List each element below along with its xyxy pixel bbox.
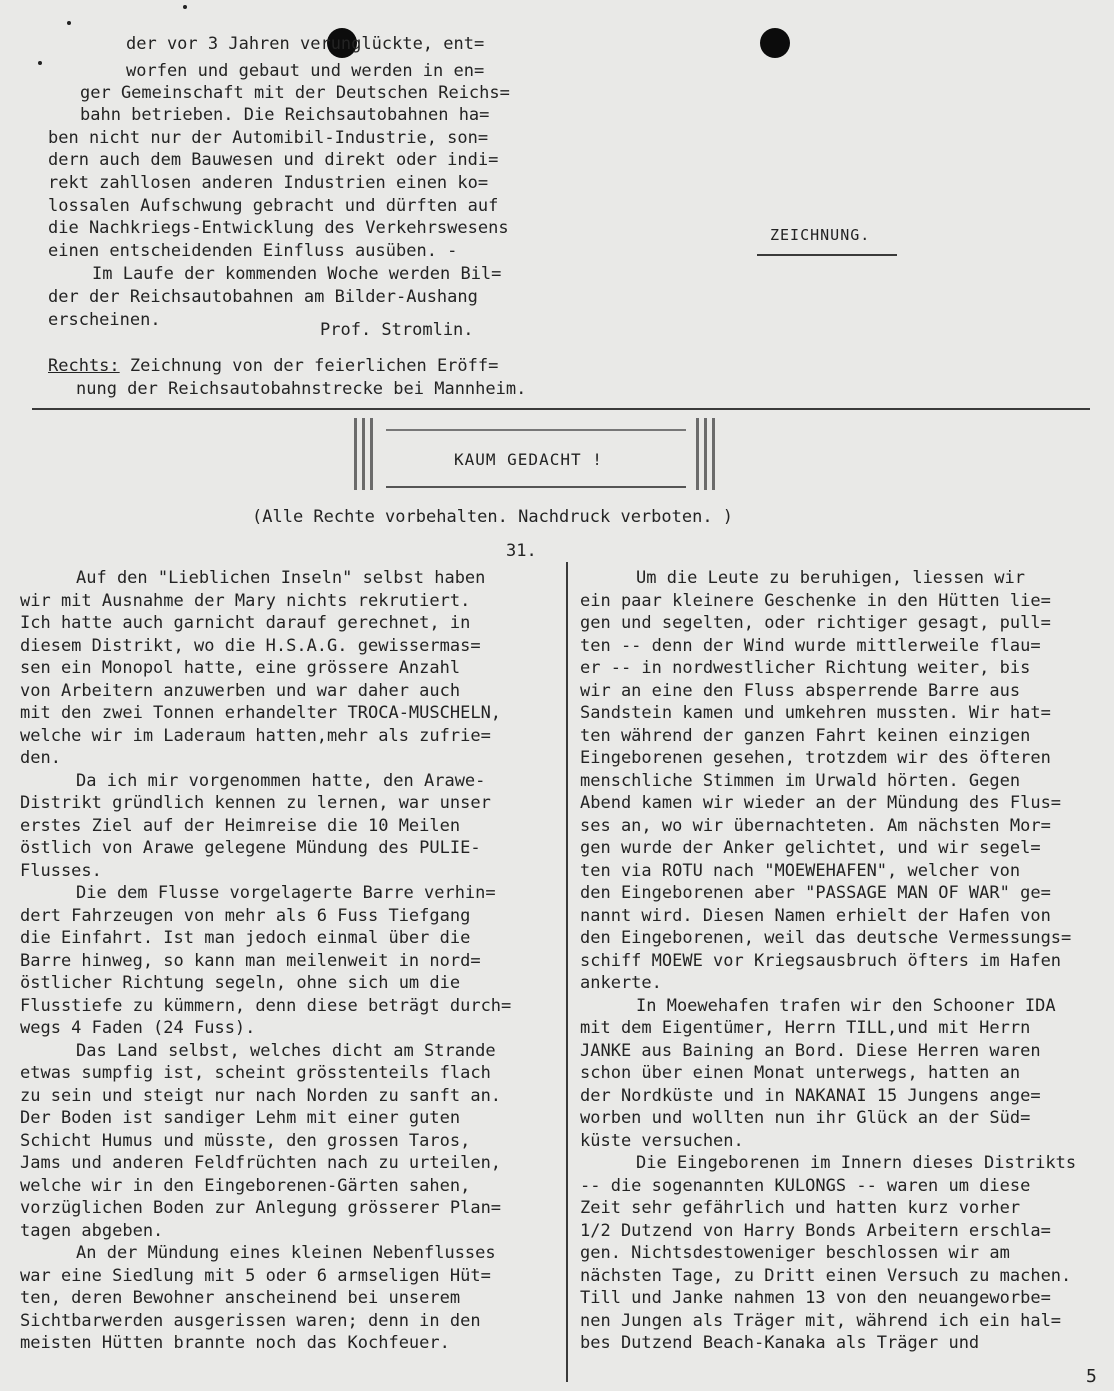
banner-right-bar <box>696 418 699 490</box>
article-line: die Nachkriegs-Entwicklung des Verkehrswesens <box>48 218 509 238</box>
body-line: nächsten Tage, zu Dritt einen Versuch zu machen. <box>580 1265 1072 1286</box>
body-line: Abend kamen wir wieder an der Mündung des Flus= <box>580 793 1062 813</box>
body-line: meisten Hütten brannte noch das Kochfeuer. <box>20 1333 450 1353</box>
body-line: östlicher Richtung segeln, ohne sich um die <box>20 973 461 993</box>
body-line: menschliche Stimmen im Urwald hörten. Gegen <box>580 770 1021 791</box>
body-line: vorzüglichen Boden zur Anlegung grösserer Plan= <box>20 1198 502 1218</box>
body-line: gen und segelten, oder richtiger gesagt, pull= <box>580 613 1051 633</box>
left-column <box>20 567 560 1355</box>
banner-top-rule <box>386 429 686 431</box>
caption-line: nung der Reichsautobahnstrecke bei Mannheim. <box>76 379 527 399</box>
body-line: wegs 4 Faden (24 Fuss). <box>20 1018 256 1038</box>
caption-line <box>48 355 498 378</box>
body-line: erstes Ziel auf der Heimreise die 10 Meilen <box>20 815 461 836</box>
body-line: dert Fahrzeugen von mehr als 6 Fuss Tiefgang <box>20 905 471 926</box>
banner-left-bar <box>370 418 373 490</box>
body-line: nannt wird. Diesen Namen erhielt der Hafen von <box>580 905 1051 926</box>
body-line: Da ich mir vorgenommen hatte, den Arawe- <box>76 770 486 791</box>
article-line: rekt zahllosen anderen Industrien einen ko= <box>48 173 489 193</box>
body-line: nen Jungen als Träger mit, während ich ein hal= <box>580 1310 1062 1331</box>
body-line: ten -- denn der Wind wurde mittlerweile flau= <box>580 635 1041 656</box>
banner-left-bar <box>354 418 357 490</box>
column-divider <box>566 562 568 1382</box>
body-line: ankerte. <box>580 973 662 993</box>
article-line: bahn betrieben. Die Reichsautobahnen ha= <box>80 105 490 125</box>
body-line: Sandstein kamen und umkehren mussten. Wir hat= <box>580 703 1051 723</box>
body-line: Schicht Humus und müsste, den grossen Taros, <box>20 1130 471 1151</box>
body-line: Die Eingeborenen im Innern dieses Distrikts <box>636 1153 1077 1173</box>
article-line: erscheinen. <box>48 310 161 330</box>
caption-label: Rechts: <box>48 356 120 376</box>
body-line: welche wir in den Eingeborenen-Gärten sahen, <box>20 1175 471 1196</box>
body-line: JANKE aus Baining an Bord. Diese Herren waren <box>580 1040 1041 1061</box>
drawing-placeholder-label: ZEICHNUNG. <box>770 226 871 244</box>
article-line: der vor 3 Jahren verunglückte, ent= <box>126 34 485 54</box>
body-line: An der Mündung eines kleinen Nebenflusses <box>76 1243 496 1263</box>
body-line: Auf den "Lieblichen Inseln" selbst haben <box>76 568 486 588</box>
episode-number: 31. <box>506 541 537 561</box>
body-line: Zeit sehr gefährlich und hatten kurz vorher <box>580 1198 1021 1218</box>
body-line: den Eingeborenen aber "PASSAGE MAN OF WAR" ge= <box>580 883 1051 903</box>
body-line: wir an eine den Fluss absperrende Barre aus <box>580 680 1021 701</box>
article-line: worfen und gebaut und werden in en= <box>126 61 485 81</box>
body-line: war eine Siedlung mit 5 oder 6 armseligen Hüt= <box>20 1265 491 1286</box>
section-divider <box>32 408 1090 410</box>
rights-notice: (Alle Rechte vorbehalten. Nachdruck verboten. ) <box>252 507 734 527</box>
ink-speck <box>67 21 71 25</box>
body-line: -- die sogenannten KULONGS -- waren um diese <box>580 1175 1031 1196</box>
body-line: bes Dutzend Beach-Kanaka als Träger und <box>580 1333 980 1353</box>
body-line: Ich hatte auch garnicht darauf gerechnet, in <box>20 613 471 633</box>
article-line: Im Laufe der kommenden Woche werden Bil= <box>92 264 502 284</box>
banner-title: KAUM GEDACHT ! <box>454 450 603 469</box>
page-number: 5 <box>1086 1366 1097 1387</box>
body-line: Die dem Flusse vorgelagerte Barre verhin= <box>76 883 496 903</box>
body-line: tagen abgeben. <box>20 1220 164 1241</box>
body-line: mit den zwei Tonnen erhandelter TROCA-MUSCHELN, <box>20 703 502 723</box>
article-line: ben nicht nur der Automibil-Industrie, son= <box>48 128 489 148</box>
body-line: den Eingeborenen, weil das deutsche Vermessungs= <box>580 928 1072 948</box>
article-line: dern auch dem Bauwesen und direkt oder indi= <box>48 150 499 170</box>
article-line: der der Reichsautobahnen am Bilder-Aushang <box>48 287 478 307</box>
banner-right-bar <box>704 418 707 490</box>
body-line: ten via ROTU nach "MOEWEHAFEN", welcher von <box>580 860 1021 881</box>
body-line: Das Land selbst, welches dicht am Strande <box>76 1040 496 1061</box>
body-line: die Einfahrt. Ist man jedoch einmal über die <box>20 928 471 948</box>
body-line: 1/2 Dutzend von Harry Bonds Arbeitern erschla= <box>580 1220 1051 1241</box>
drawing-underline <box>757 254 897 256</box>
body-line: welche wir im Laderaum hatten,mehr als zufrie= <box>20 725 491 746</box>
body-line: Flusses. <box>20 860 102 881</box>
body-line: ses an, wo wir übernachteten. Am nächsten Mor= <box>580 815 1051 836</box>
body-line: er -- in nordwestlicher Richtung weiter, bis <box>580 658 1031 678</box>
body-line: mit dem Eigentümer, Herrn TILL,und mit Herrn <box>580 1018 1031 1038</box>
body-line: von Arbeitern anzuwerben und war daher auch <box>20 680 461 701</box>
body-line: zu sein und steigt nur nach Norden zu sanft an. <box>20 1085 502 1106</box>
body-line: sen ein Monopol hatte, eine grössere Anzahl <box>20 658 461 678</box>
body-line: der Nordküste und in NAKANAI 15 Jungens ange= <box>580 1085 1041 1106</box>
banner-right-bar <box>712 418 715 490</box>
article-line: lossalen Aufschwung gebracht und dürften auf <box>48 196 499 216</box>
article-line: ger Gemeinschaft mit der Deutschen Reichs= <box>80 83 510 103</box>
body-line: Distrikt gründlich kennen zu lernen, war unser <box>20 793 491 813</box>
banner-bottom-rule <box>386 486 686 488</box>
caption-text: Zeichnung von der feierlichen Eröff= <box>129 356 499 376</box>
body-line: ein paar kleinere Geschenke in den Hütten lie= <box>580 590 1051 611</box>
punch-hole-right <box>760 28 790 58</box>
ink-speck <box>183 5 187 9</box>
body-line: ten während der ganzen Fahrt keinen einzigen <box>580 725 1031 746</box>
body-line: Um die Leute zu beruhigen, liessen wir <box>636 568 1025 588</box>
body-line: In Moewehafen trafen wir den Schooner IDA <box>636 995 1056 1016</box>
body-line: Sichtbarwerden ausgerissen waren; denn in den <box>20 1310 481 1331</box>
body-line: diesem Distrikt, wo die H.S.A.G. gewissermas= <box>20 635 481 656</box>
right-column <box>580 567 1110 1355</box>
body-line: den. <box>20 748 61 768</box>
ink-speck <box>38 61 42 65</box>
body-line: etwas sumpfig ist, scheint grösstenteils flach <box>20 1063 491 1083</box>
article-author: Prof. Stromlin. <box>320 320 474 340</box>
body-line: ten, deren Bewohner anscheinend bei unserem <box>20 1288 461 1308</box>
body-line: Flusstiefe zu kümmern, denn diese beträgt durch= <box>20 995 512 1016</box>
body-line: Der Boden ist sandiger Lehm mit einer guten <box>20 1108 461 1128</box>
body-line: schon über einen Monat unterwegs, hatten an <box>580 1063 1021 1083</box>
body-line: wir mit Ausnahme der Mary nichts rekrutiert. <box>20 590 471 611</box>
body-line: worben und wollten nun ihr Glück an der Süd= <box>580 1108 1031 1128</box>
body-line: Eingeborenen gesehen, trotzdem wir des öfteren <box>580 748 1051 768</box>
article-line: einen entscheidenden Einfluss ausüben. - <box>48 241 458 261</box>
body-line: Till und Janke nahmen 13 von den neuangeworbe= <box>580 1288 1051 1308</box>
body-line: östlich von Arawe gelegene Mündung des PULIE- <box>20 838 481 858</box>
body-line: gen. Nichtsdestoweniger beschlossen wir am <box>580 1243 1010 1263</box>
body-line: gen wurde der Anker gelichtet, und wir segel= <box>580 838 1041 858</box>
body-line: schiff MOEWE vor Kriegsausbruch öfters im Hafen <box>580 950 1062 971</box>
body-line: Barre hinweg, so kann man meilenweit in nord= <box>20 950 481 971</box>
banner-left-bar <box>362 418 365 490</box>
body-line: Jams und anderen Feldfrüchten nach zu urteilen, <box>20 1153 502 1173</box>
body-line: küste versuchen. <box>580 1130 744 1151</box>
